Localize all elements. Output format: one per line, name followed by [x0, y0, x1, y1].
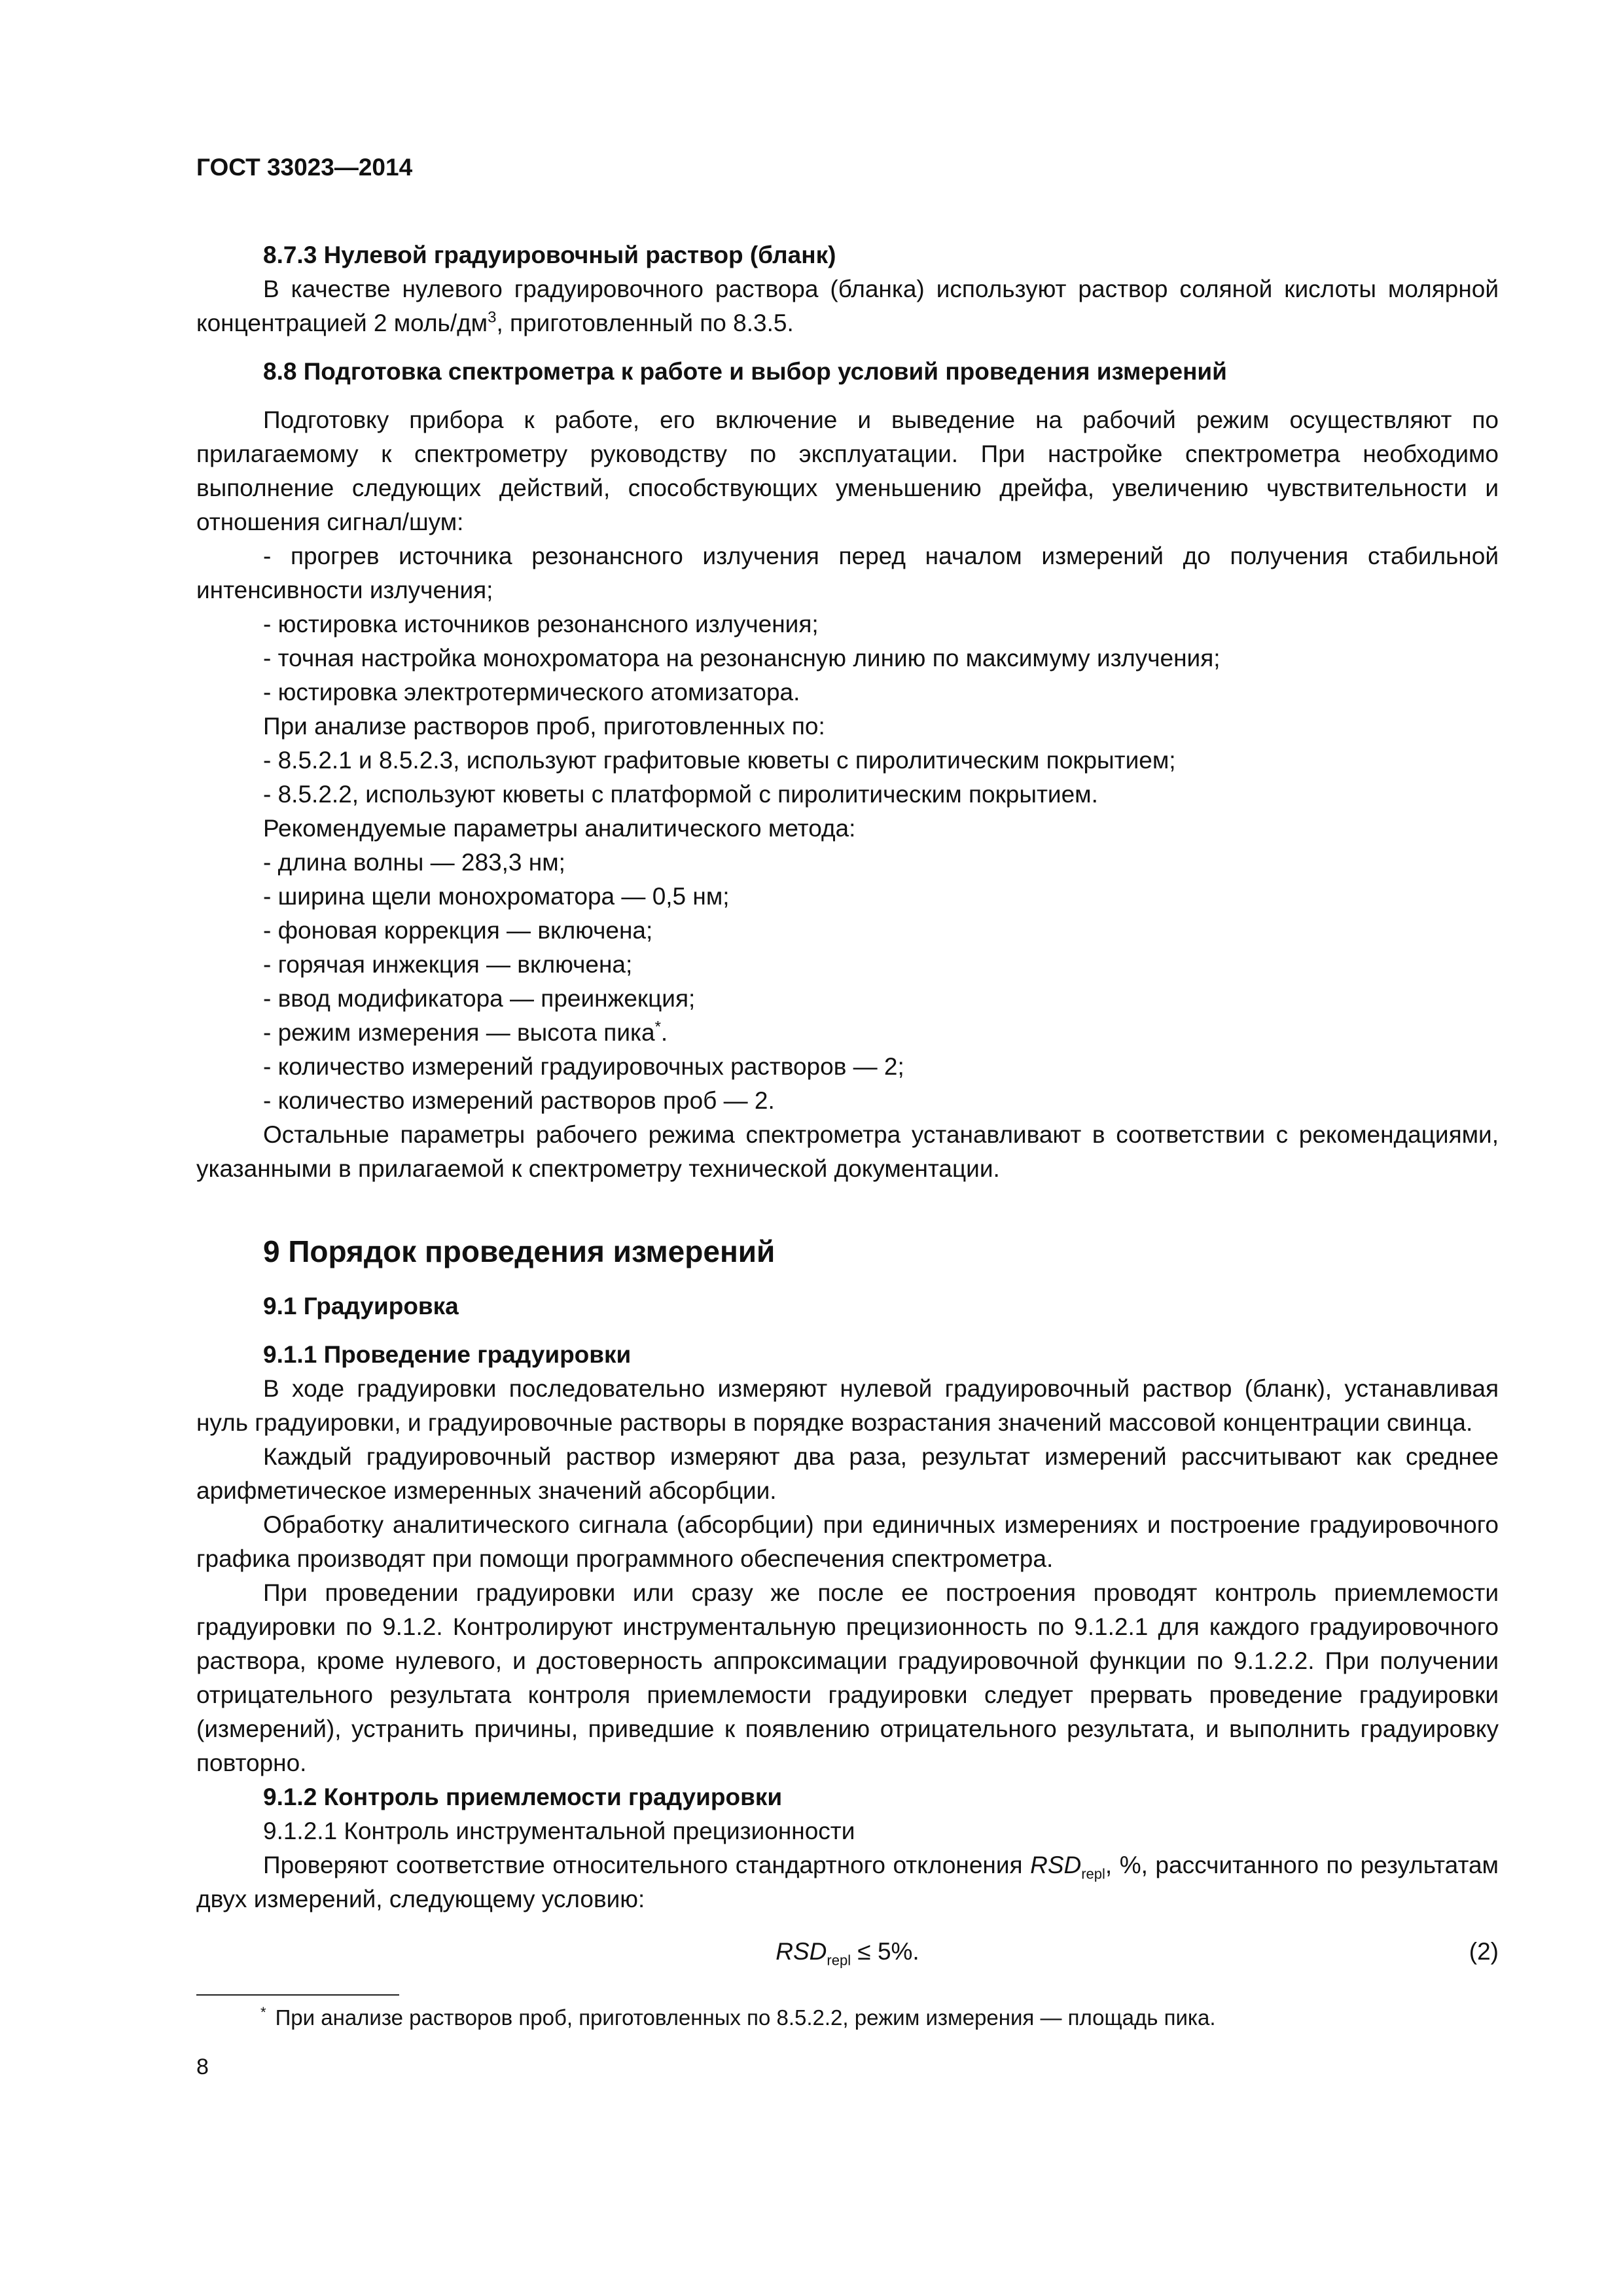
document-page	[196, 151, 1499, 1987]
list-item: - количество измерений растворов проб — 2.	[263, 1087, 775, 1114]
footnote-divider	[196, 1994, 399, 1996]
list-item: - юстировка электротермического атомизатора.	[263, 679, 800, 706]
section-911-paragraph-2: Каждый градуировочный раствор измеряют два раза, результат измерений рассчитывают как среднее арифметическое измеренных значений абсорбции.	[196, 1443, 1499, 1504]
formula	[196, 1935, 1499, 1969]
section-873-paragraph	[196, 272, 1499, 340]
section-88-paragraph-2: При анализе растворов проб, приготовленных по:	[263, 713, 825, 740]
footnote-mark: *	[260, 2004, 266, 2020]
list-item	[196, 1016, 1499, 1050]
formula-rest: ≤ 5%.	[851, 1938, 919, 1965]
document-code-header: ГОСТ 33023—2014	[196, 154, 413, 181]
text-run: , %, рассчитанного по результатам двух измерений, следующему условию:	[196, 1852, 1499, 1912]
section-91-title: 9.1 Градуировка	[263, 1293, 459, 1319]
section-911-paragraph-1: В ходе градуировки последовательно измеряют нулевой градуировочный раствор (бланк), устанавливая нуль градуировки, и градуировочные растворы в порядке возрастания значений массовой концентрации свинца.	[196, 1375, 1499, 1436]
section-912-title: 9.1.2 Контроль приемлемости градуировки	[263, 1784, 783, 1810]
text-run: Проверяют соответствие относительного стандартного отклонения	[263, 1852, 1031, 1878]
formula-variable: RSD	[776, 1938, 827, 1965]
section-88-paragraph-3: Рекомендуемые параметры аналитического метода:	[263, 815, 856, 842]
section-9121-title: 9.1.2.1 Контроль инструментальной прецизионности	[263, 1818, 855, 1844]
section-9121-paragraph	[196, 1848, 1499, 1916]
section-911-paragraph-3: Обработку аналитического сигнала (абсорбции) при единичных измерениях и построение градуировочного графика производят при помощи программного обеспечения спектрометра.	[196, 1511, 1499, 1572]
subscript: repl	[1081, 1865, 1105, 1882]
list-item: - 8.5.2.2, используют кюветы с платформой с пиролитическим покрытием.	[263, 781, 1098, 808]
section-911-title: 9.1.1 Проведение градуировки	[263, 1341, 632, 1368]
list-item: - ввод модификатора — преинжекция;	[263, 985, 696, 1012]
page-number: 8	[196, 2054, 209, 2079]
footnote-text: При анализе растворов проб, приготовленных по 8.5.2.2, режим измерения — площадь пика.	[275, 2005, 1216, 2030]
formula-row	[196, 1928, 1499, 1987]
list-item: - прогрев источника резонансного излучения перед началом измерений до получения стабильной интенсивности излучения;	[196, 543, 1499, 603]
list-item: - точная настройка монохроматора на резонансную линию по максимуму излучения;	[263, 645, 1221, 672]
formula-number: (2)	[1469, 1938, 1499, 1965]
variable: RSD	[1030, 1852, 1082, 1878]
list-item: - фоновая коррекция — включена;	[263, 917, 653, 944]
list-item: - количество измерений градуировочных растворов — 2;	[263, 1053, 904, 1080]
list-item: - длина волны — 283,3 нм;	[263, 849, 565, 876]
list-item: - 8.5.2.1 и 8.5.2.3, используют графитовые кюветы с пиролитическим покрытием;	[263, 747, 1176, 774]
footnote-reference: *	[654, 1018, 661, 1036]
section-9-title: 9 Порядок проведения измерений	[263, 1234, 776, 1268]
section-88-title: 8.8 Подготовка спектрометра к работе и выбор условий проведения измерений	[263, 358, 1227, 385]
formula-subscript: repl	[827, 1952, 851, 1969]
section-88-paragraph-4: Остальные параметры рабочего режима спектрометра устанавливают в соответствии с рекомендациями, указанными в прилагаемой к спектрометру технической документации.	[196, 1121, 1499, 1182]
list-item: - юстировка источников резонансного излучения;	[263, 611, 819, 637]
text-run: В качестве нулевого градуировочного раствора (бланка) используют раствор соляной кислоты молярной концентрацией 2 моль/дм	[196, 276, 1499, 336]
text-run: .	[660, 1019, 668, 1046]
list-item: - горячая инжекция — включена;	[263, 951, 633, 978]
list-item: - ширина щели монохроматора — 0,5 нм;	[263, 883, 730, 910]
text-run: , приготовленный по 8.3.5.	[496, 310, 794, 336]
text-run: - режим измерения — высота пика	[263, 1019, 655, 1046]
section-873-title: 8.7.3 Нулевой градуировочный раствор (бланк)	[263, 242, 836, 268]
section-911-paragraph-4: При проведении градуировки или сразу же после ее построения проводят контроль приемлемости градуировки по 9.1.2. Контролируют инструментальную прецизионность по 9.1.2.1 для каждого градуировочного раствора, кроме нулевого, и достоверность аппроксимации градуировочной функции по 9.1.2.2. При получении отрицательного результата контроля приемлемости градуировки следует прервать проведение градуировки (измерений), устранить причины, приведшие к появлению отрицательного результата, и выполнить градуировку повторно.	[196, 1579, 1499, 1776]
footnote	[260, 2003, 1216, 2033]
superscript: 3	[488, 308, 497, 327]
section-88-paragraph-1: Подготовку прибора к работе, его включение и выведение на рабочий режим осуществляют по прилагаемому к спектрометру руководству по эксплуатации. При настройке спектрометра необходимо выполнение следующих действий, способствующих уменьшению дрейфа, увеличению чувствительности и отношения сигнал/шум:	[196, 406, 1499, 535]
